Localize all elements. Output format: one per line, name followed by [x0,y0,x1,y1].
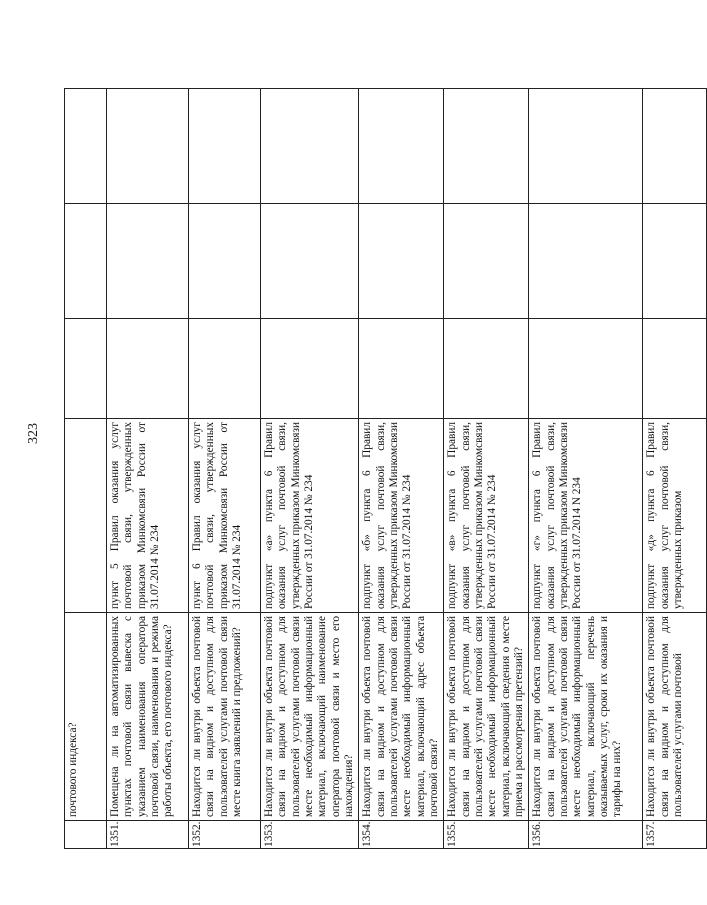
row-number-cell: 1353. [261,821,359,849]
table-row [359,89,444,849]
answer-yes-cell [444,319,529,419]
question-cell: Находится ли внутри объекта почтовой связи на видном и доступном для пользователей услугами почтовой связи месте необходимый информационный материал, включающий перечень оказываемых услуг, сроки их оказания и тарифы на них? [529,613,643,821]
answer-no-cell [643,204,707,319]
reference-cell: подпункт «в» пункта 6 Правил оказания услуг почтовой связи, утвержденных приказом Минкомсвязи России от 31.07.2014 № 234 [444,419,529,613]
question-cell: Находится ли внутри объекта почтовой связи на видном и доступном для пользователей услугами почтовой связи месте необходимый информационный материал, включающий наименование оператора почтовой связи и место его нахождения? [261,613,359,821]
answer-no-cell [529,204,643,319]
reference-cell: подпункт «д» пункта 6 Правил оказания услуг почтовой связи, утвержденных приказом [643,419,707,613]
answer-no-cell [107,204,189,319]
row-number-cell: 1354. [359,821,444,849]
notes-cell [107,89,189,204]
notes-cell [65,89,107,204]
notes-cell [359,89,444,204]
question-cell: Находится ли внутри объекта почтовой связи на видном и доступном для пользователей услугами почтовой связи месте книга заявлений и предложений? [189,613,261,821]
row-number-cell: 1355. [444,821,529,849]
notes-cell [643,89,707,204]
question-cell: почтового индекса? [65,613,107,821]
answer-yes-cell [529,319,643,419]
reference-cell: пункт 5 Правил оказания услуг почтовой связи, утвержденных приказом Минкомсвязи России от 31.07.2014 № 234 [107,419,189,613]
answer-no-cell [189,204,261,319]
notes-cell [261,89,359,204]
reference-cell: пункт 6 Правил оказания услуг почтовой связи, утвержденных приказом Минкомсвязи России от 31.07.2014 № 234 [189,419,261,613]
row-number-cell: 1352. [189,821,261,849]
notes-cell [444,89,529,204]
table-row [643,89,707,849]
question-cell: Находится ли внутри объекта почтовой связи на видном и доступном для пользователей услугами почтовой связи месте необходимый информационный материал, включающий сведения о месте приема и рассмотрения претензий? [444,613,529,821]
row-number-cell: 1351. [107,821,189,849]
answer-yes-cell [261,319,359,419]
answer-no-cell [65,204,107,319]
checklist-table-wrapper [64,89,684,849]
answer-yes-cell [65,319,107,419]
answer-yes-cell [107,319,189,419]
question-cell: Находится ли внутри объекта почтовой связи на видном и доступном для пользователей услугами почтовой [643,613,707,821]
table-row [189,89,261,849]
notes-cell [529,89,643,204]
notes-cell [189,89,261,204]
checklist-table [64,88,707,849]
reference-cell [65,419,107,613]
answer-no-cell [444,204,529,319]
table-row [529,89,643,849]
table-row [261,89,359,849]
table-row [107,89,189,849]
reference-cell: подпункт «г» пункта 6 Правил оказания услуг почтовой связи, утвержденных приказом Минкомсвязи России от 31.07.2014 N 234 [529,419,643,613]
answer-no-cell [261,204,359,319]
table-row [444,89,529,849]
page-number: 323 [26,423,41,444]
answer-yes-cell [643,319,707,419]
reference-cell: подпункт «а» пункта 6 Правил оказания услуг почтовой связи, утвержденных приказом Минкомсвязи России от 31.07.2014 № 234 [261,419,359,613]
question-cell: Помещена ли на автоматизированных пунктах почтовой связи вывеска с указанием наименования оператора почтовой связи, наименования и режима работы объекта, его почтового индекса? [107,613,189,821]
question-cell: Находится ли внутри объекта почтовой связи на видном и доступном для пользователей услугами почтовой связи месте необходимый информационный материал, включающий адрес объекта почтовой связи? [359,613,444,821]
answer-yes-cell [189,319,261,419]
answer-yes-cell [359,319,444,419]
row-number-cell: 1357. [643,821,707,849]
answer-no-cell [359,204,444,319]
row-number-cell: 1356. [529,821,643,849]
reference-cell: подпункт «б» пункта 6 Правил оказания услуг почтовой связи, утвержденных приказом Минкомсвязи России от 31.07.2014 № 234 [359,419,444,613]
table-row [65,89,107,849]
row-number-cell [65,821,107,849]
